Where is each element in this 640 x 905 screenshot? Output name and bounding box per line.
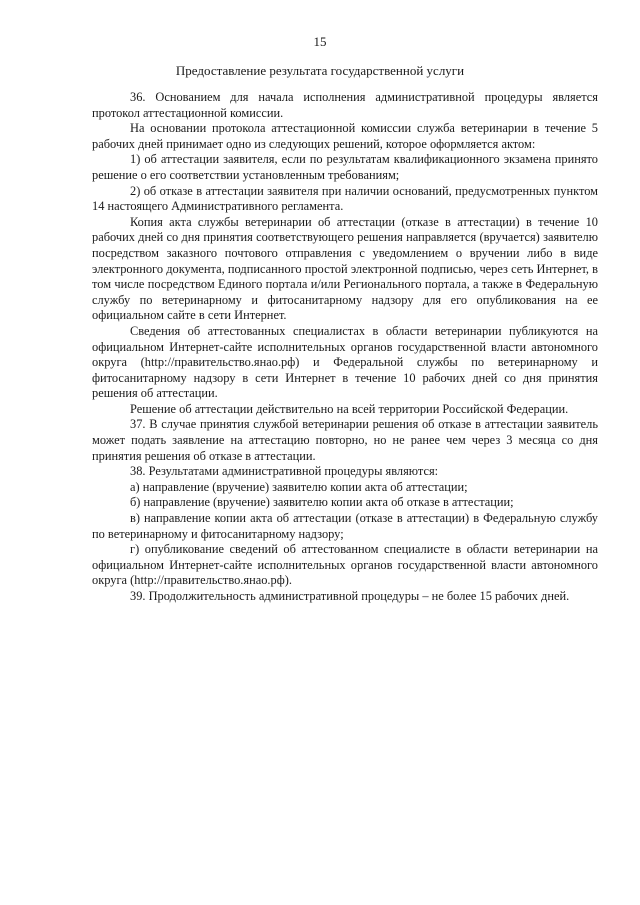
- paragraph-38-v: в) направление копии акта об аттестации (отказе в аттестации) в Федеральную службу по ветеринарному и фитосанитарному надзору;: [92, 511, 598, 541]
- paragraph-38-b: б) направление (вручение) заявителю копии акта об отказе в аттестации;: [130, 495, 514, 510]
- paragraph-option-2: 2) об отказе в аттестации заявителя при наличии оснований, предусмотренных пунктом 14 настоящего Административного регламента.: [92, 183, 598, 214]
- document-body: [92, 90, 598, 605]
- paragraph-publication: Сведения об аттестованных специалистах в области ветеринарии публикуются на официальном Интернет-сайте исполнительных органов государственной власти автономного округа (http://правительство.янао.рф) и Федеральной службы по ветеринарному и фитосанитарному надзору в сети Интернет в течение 10 рабочих дней со дня принятия решения об аттестации.: [92, 323, 598, 401]
- paragraph-38-g: г) опубликование сведений об аттестованном специалисте в области ветеринарии на официальном Интернет-сайте исполнительных органов государственной власти автономного округа (http://правительство.янао.рф).: [92, 542, 598, 588]
- section-title: Предоставление результата государственной услуги: [175, 63, 465, 78]
- paragraph-39: 39. Продолжительность административной процедуры – не более 15 рабочих дней.: [130, 589, 570, 603]
- paragraph-37: 37. В случае принятия службой ветеринарии решения об отказе в аттестации заявитель может подать заявление на аттестацию повторно, но не ранее чем через 3 месяца со дня принятия решения об отказе в аттестации.: [92, 417, 598, 463]
- paragraph-decision-intro: На основании протокола аттестационной комиссии служба ветеринарии в течение 5 рабочих дней принимает одно из следующих решений, которое оформляется актом:: [92, 121, 598, 151]
- paragraph-option-1: 1) об аттестации заявителя, если по результатам квалификационного экзамена принято решение о его соответствии установленным требованиям;: [92, 152, 598, 182]
- page-number: 15: [313, 34, 327, 49]
- paragraph-36: 36. Основанием для начала исполнения административной процедуры является протокол аттестационной комиссии.: [92, 90, 598, 120]
- paragraph-38-a: а) направление (вручение) заявителю копии акта об аттестации;: [130, 479, 468, 494]
- paragraph-38: 38. Результатами административной процедуры являются:: [130, 464, 439, 479]
- paragraph-validity: Решение об аттестации действительно на всей территории Российской Федерации.: [130, 401, 569, 416]
- paragraph-copy-of-act: Копия акта службы ветеринарии об аттестации (отказе в аттестации) в течение 10 рабочих дней со дня принятия соответствующего решения направляется (вручается) заявителю посредством заказного почтового отправления с уведомлением о вручении либо в виде электронного документа, подписанного простой электронной подписью, через сеть Интернет, в том числе посредством Единого портала и/или Регионального портала, а также в Федеральную службу по ветеринарному и фитосанитарному надзору для его опубликования на ее официальном сайте в сети Интернет.: [92, 214, 598, 323]
